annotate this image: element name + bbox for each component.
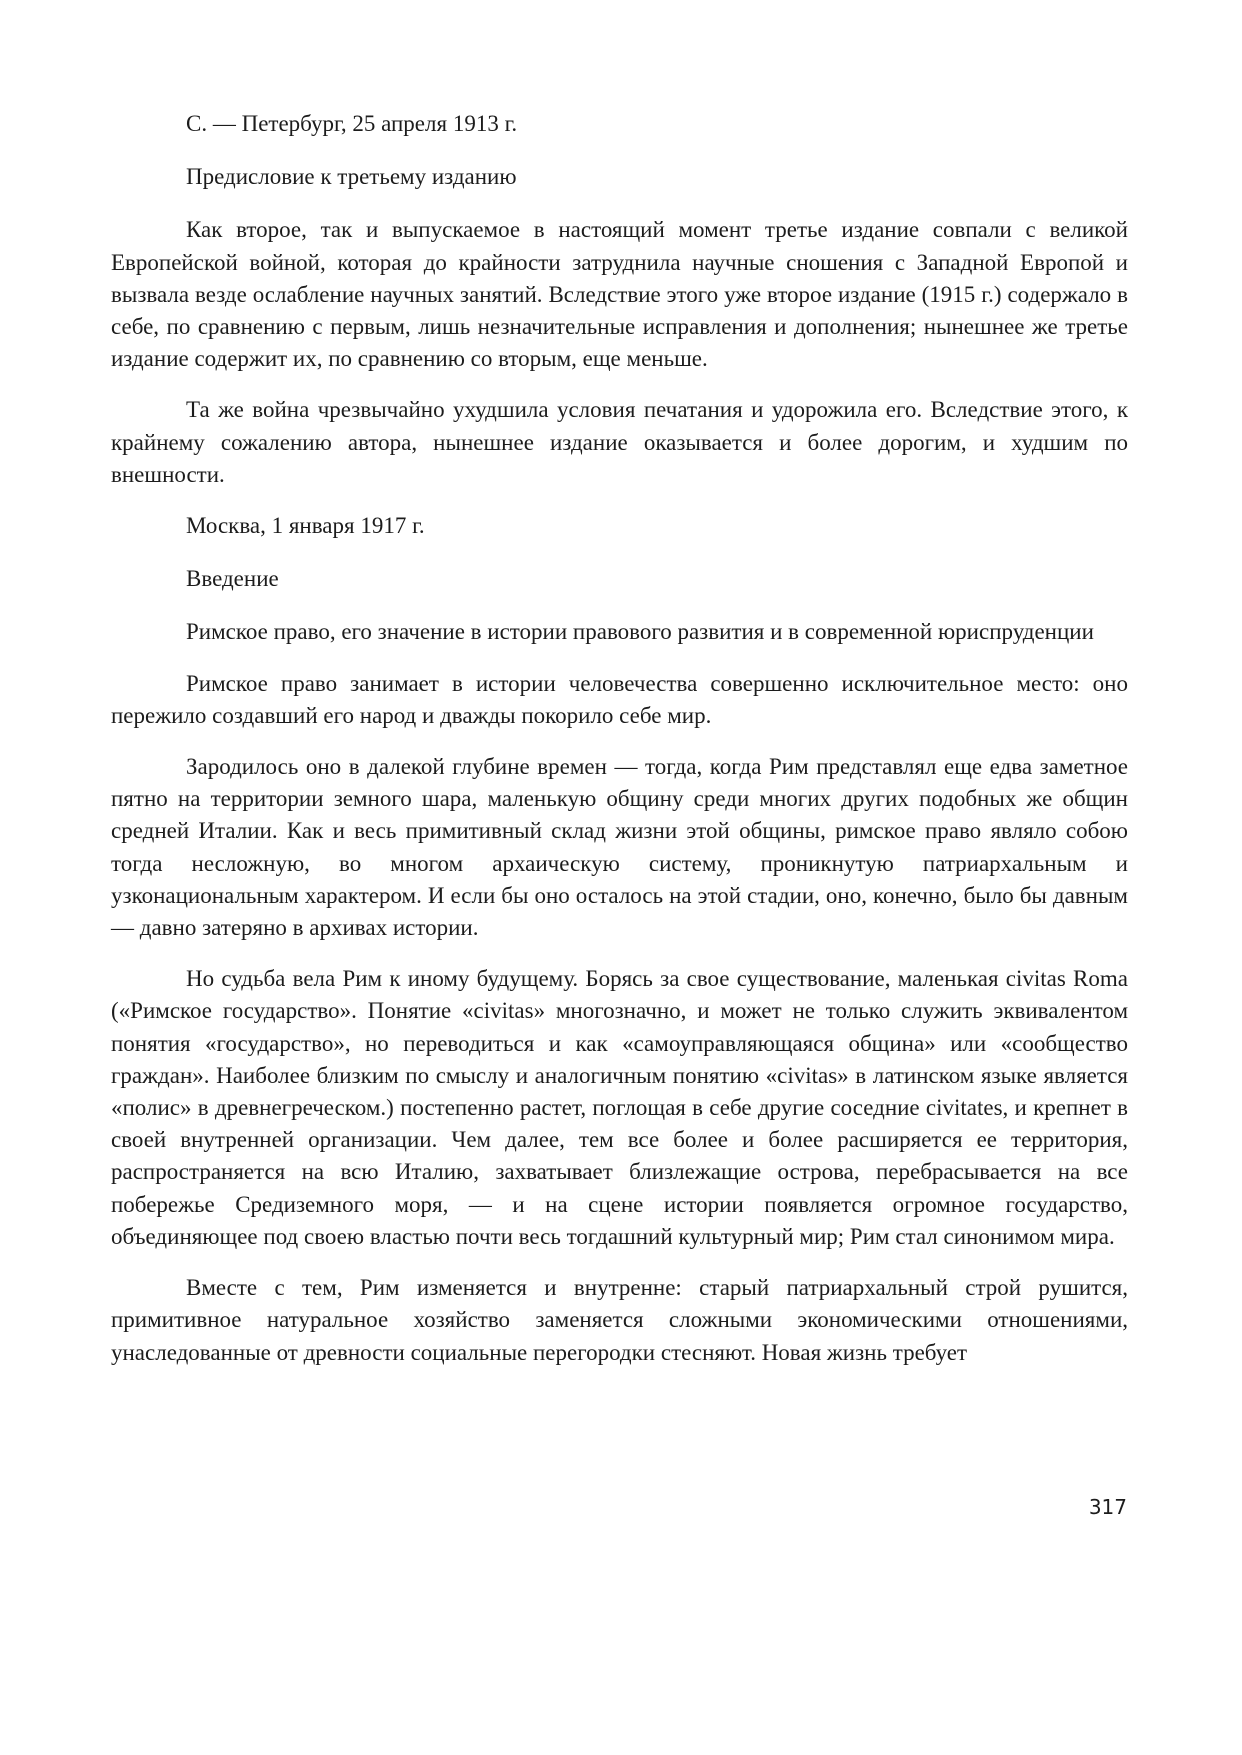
page-number: 317 xyxy=(1088,1495,1127,1519)
preface-heading: Предисловие к третьему изданию xyxy=(186,164,517,190)
section-heading: Введение xyxy=(186,566,279,592)
paragraph: Но судьба вела Рим к иному будущему. Борясь за свое существование, маленькая civitas Roma («Римское государство». Понятие «civitas» многозначно, и может не только служить эквивалентом понятия «государство», но переводиться и как «самоуправляющаяся община» или «сообщество граждан». Наиболее близким по смыслу и аналогичным понятию «civitas» в латинском языке является «полис» в древнегреческом.) постепенно растет, поглощая в себе другие соседние civitates, и крепнет в своей внутренней организации. Чем далее, тем все более и более расширяется ее территория, распространяется на всю Италию, захватывает близлежащие острова, перебрасывается на все побережье Средиземного моря, — и на сцене истории появляется огромное государство, объединяющее под своею властью почти весь тогдашний культурный мир; Рим стал синонимом мира. xyxy=(111,966,1128,1249)
place-date-line: Москва, 1 января 1917 г. xyxy=(186,513,425,539)
paragraph: Та же война чрезвычайно ухудшила условия печатания и удорожила его. Вследствие этого, к крайнему сожалению автора, нынешнее издание оказывается и более дорогим, и худшим по внешности. xyxy=(111,397,1128,487)
place-date-line: С. — Петербург, 25 апреля 1913 г. xyxy=(186,111,518,136)
section-subheading: Римское право, его значение в истории правового развития и в современной юриспруденции xyxy=(186,619,1094,645)
paragraph: Вместе с тем, Рим изменяется и внутренне: старый патриархальный строй рушится, примитивное натуральное хозяйство заменяется сложными экономическими отношениями, унаследованные от древности социальные перегородки стесняют. Новая жизнь требует xyxy=(111,1275,1128,1365)
paragraph: Зародилось оно в далекой глубине времен — тогда, когда Рим представлял еще едва заметное пятно на территории земного шара, маленькую общину среди многих других подобных же общин средней Италии. Как и весь примитивный склад жизни этой общины, римское право являло собою тогда несложную, во многом архаическую систему, проникнутую патриархальным и узконациональным характером. И если бы оно осталось на этой стадии, оно, конечно, было бы давным — давно затеряно в архивах истории. xyxy=(111,754,1128,941)
paragraph: Римское право занимает в истории человечества совершенно исключительное место: оно пережило создавший его народ и дважды покорило себе мир. xyxy=(111,670,1128,728)
document-body xyxy=(111,108,1128,1369)
paragraph: Как второе, так и выпускаемое в настоящий момент третье издание совпали с великой Европейской войной, которая до крайности затруднила научные сношения с Западной Европой и вызвала везде ослабление научных занятий. Вследствие этого уже второе издание (1915 г.) содержало в себе, по сравнению с первым, лишь незначительные исправления и дополнения; нынешнее же третье издание содержит их, по сравнению со вторым, еще меньше. xyxy=(111,217,1128,372)
